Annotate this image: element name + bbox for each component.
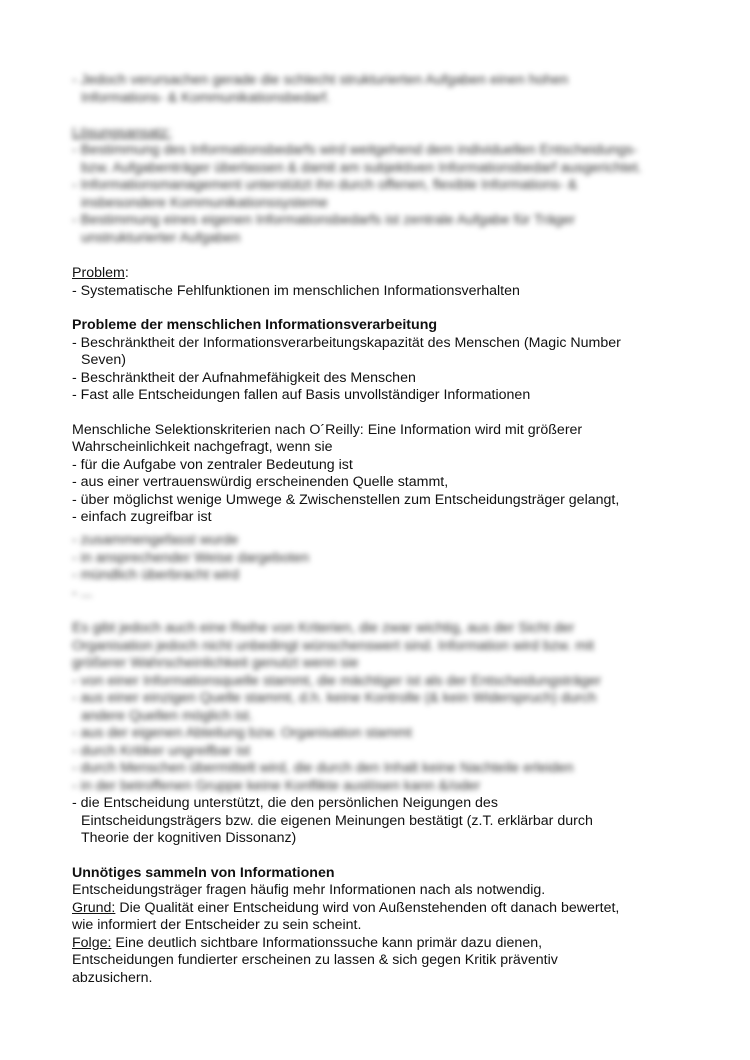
problem-heading: Problem <box>72 265 125 281</box>
blurred-line: - durch Kritiker ungreifbar ist <box>72 742 251 759</box>
spacer <box>72 848 692 865</box>
spacer <box>72 300 692 317</box>
probleme-item-cont: Seven) <box>81 352 126 368</box>
probleme-item: - Beschränktheit der Aufnahmefähigkeit des Menschen <box>72 369 416 386</box>
blurred-line: - aus der eigenen Abteilung bzw. Organisation stammt <box>72 725 412 741</box>
selektion-item: - einfach zugreifbar ist <box>72 509 212 525</box>
blurred-line: - mündlich überbracht wird <box>72 567 240 583</box>
entscheidung-item-cont: Theorie der kognitiven Dissonanz) <box>81 830 297 846</box>
blurred-selektion <box>72 532 692 602</box>
blurred-line: - in ansprechender Weise dargeboten <box>72 549 310 566</box>
blurred-line: - aus einer einzigen Quelle stammt, d.h. keine Kontrolle (& kein Widerspruch) durch <box>72 690 597 706</box>
blurred-line: andere Quellen möglich ist. <box>81 707 253 724</box>
blurred-middle-section <box>72 620 692 795</box>
selektion-item: - aus einer vertrauenswürdig erscheinenden Quelle stammt, <box>72 474 449 490</box>
probleme-item: - Fast alle Entscheidungen fallen auf Basis unvollständiger Informationen <box>72 387 531 403</box>
entscheidung-item-cont: Eintscheidungsträgers bzw. die eigenen Meinungen bestätigt (z.T. erklärbar durch <box>81 812 593 829</box>
problem-colon: : <box>124 265 129 281</box>
blurred-line: - durch Menschen übermittelt wird, die durch den Inhalt keine Nachteile erleiden <box>72 760 574 776</box>
clear-section-2 <box>72 795 692 987</box>
blurred-line: unstrukturierter Aufgaben <box>81 229 241 246</box>
blurred-spacer <box>72 107 692 125</box>
selektion-intro: Menschliche Selektionskriterien nach O´Reilly: Eine Information wird mit größerer <box>72 421 583 438</box>
folge-cont: abzusichern. <box>72 969 153 986</box>
folge-line <box>72 935 692 953</box>
sammeln-text: Entscheidungsträger fragen häufig mehr Informationen nach als notwendig. <box>72 882 546 898</box>
selektion-item: - für die Aufgabe von zentraler Bedeutung ist <box>72 456 353 473</box>
problem-line: - Systematische Fehlfunktionen im menschlichen Informationsverhalten <box>72 282 520 299</box>
blurred-line: bzw. Aufgabenträger überlassen & damit am subjektiven Informationsbedarf ausgerichtet. <box>81 159 642 176</box>
problem-heading-line <box>72 265 692 283</box>
probleme-item: - Beschränktheit der Informationsverarbeitungskapazität des Menschen (Magic Number <box>72 334 621 351</box>
blurred-line: Organisation jedoch nicht unbedingt wünschenswert sind. Information wird bzw. mit <box>72 637 595 654</box>
grund-line <box>72 900 692 918</box>
grund-label: Grund: <box>72 899 116 916</box>
blurred-line: insbesondere Kommunikationssysteme <box>81 194 328 211</box>
blurred-line: - zusammengefasst wurde <box>72 532 239 548</box>
blurred-line: - Informationsmanagement unterstützt ihn durch offenen, flexible Informations- & <box>72 177 578 193</box>
folge-label: Folge: <box>72 934 112 951</box>
folge-text: Eine deutlich sichtbare Informationssuche kann primär dazu dienen, <box>111 934 543 951</box>
clear-section-1 <box>72 265 692 527</box>
blurred-top-section <box>72 72 692 247</box>
blurred-line: Es gibt jedoch auch eine Reihe von Kriterien, die zwar wichtig, aus der Sicht der <box>72 620 575 636</box>
probleme-heading: Probleme der menschlichen Informationsverarbeitung <box>72 317 438 333</box>
selektion-intro: Wahrscheinlichkeit nachgefragt, wenn sie <box>72 439 333 455</box>
blurred-line: größerer Wahrscheinlichkeit genutzt wenn sie <box>72 655 359 671</box>
selektion-item: - über möglichst wenige Umwege & Zwischenstellen zum Entscheidungsträger gelangt, <box>72 491 620 508</box>
sammeln-heading: Unnötiges sammeln von Informationen <box>72 864 335 881</box>
spacer <box>72 405 692 422</box>
entscheidung-item: - die Entscheidung unterstützt, die den persönlichen Neigungen des <box>72 795 498 811</box>
blurred-line: - Bestimmung eines eigenen Informationsbedarfs ist zentrale Aufgabe für Träger <box>72 212 576 228</box>
folge-cont: Entscheidungen fundierter erscheinen zu lassen & sich gegen Kritik präventiv <box>72 952 558 968</box>
blurred-line: - in der betroffenen Gruppe keine Konflikte auslösen kann &/oder <box>72 777 481 794</box>
grund-text: Die Qualität einer Entscheidung wird von Außenstehenden oft danach bewertet, <box>115 899 620 916</box>
blurred-line: - Bestimmung des Informationsbedarfs wird weitgehend dem individuellen Entscheidungs- <box>72 142 638 158</box>
grund-cont: wie informiert der Entscheider zu sein scheint. <box>72 917 362 933</box>
blurred-line: - Jedoch verursachen gerade die schlecht strukturierten Aufgaben einen hohen <box>72 72 569 88</box>
blurred-line: Informations- & Kommunikationsbedarf. <box>81 89 331 106</box>
blurred-heading-loesungsansatz: Lösungsansatz: <box>72 124 172 141</box>
blurred-line: - ... <box>72 584 93 601</box>
blurred-line: - von einer Informationsquelle stammt, die mächtiger ist als der Entscheidungsträger <box>72 672 602 689</box>
